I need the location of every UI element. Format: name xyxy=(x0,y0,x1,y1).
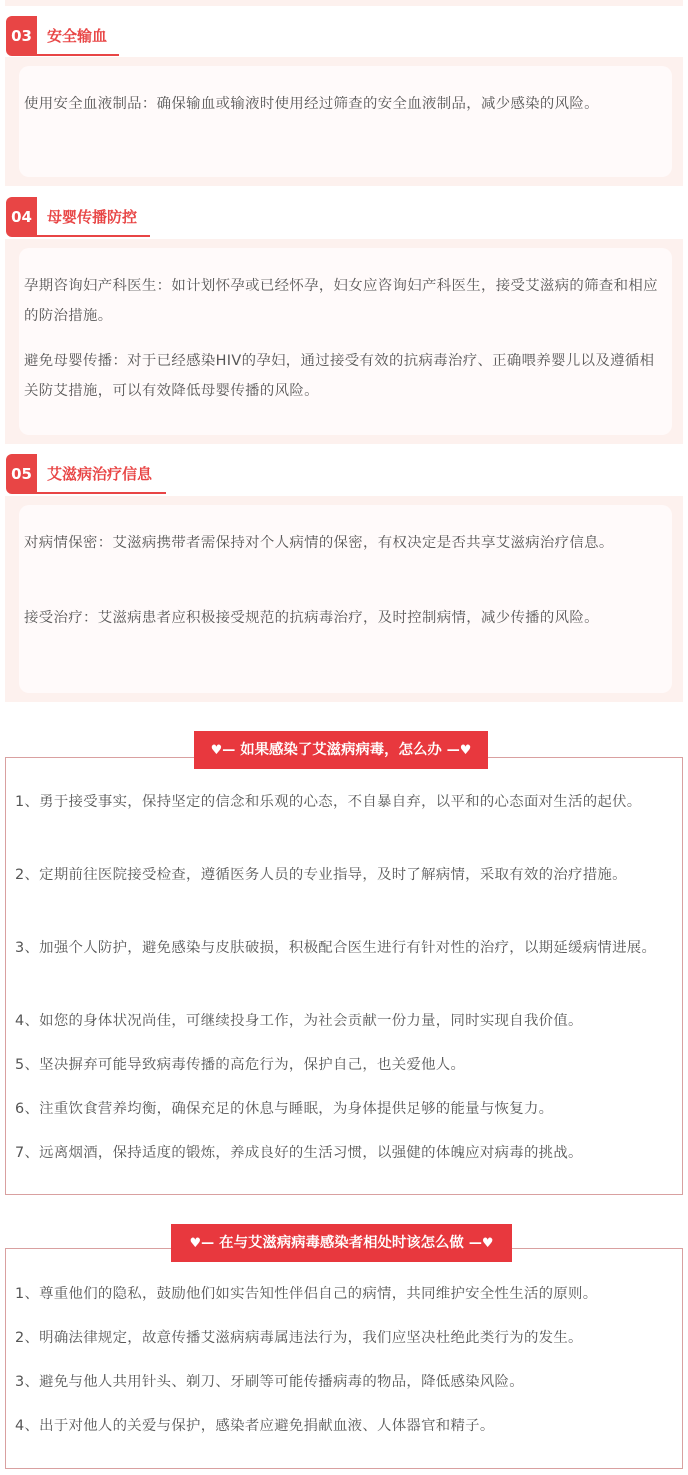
list-item: 3、加强个人防护，避免感染与皮肤破损，积极配合医生进行有针对性的治疗，以期延缓病情进展。 xyxy=(15,940,657,956)
heart-icon: —♥ xyxy=(468,1236,494,1251)
section-title: 母婴传播防控 xyxy=(47,208,138,226)
list-item: 6、注重饮食营养均衡，确保充足的休息与睡眠，为身体提供足够的能量与恢复力。 xyxy=(15,1101,554,1117)
infected-guidance-box xyxy=(5,757,683,1195)
cohabitation-guidance-title xyxy=(171,1224,512,1262)
list-item: 1、尊重他们的隐私，鼓励他们如实告知性伴侣自己的病情，共同维护安全性生活的原则。 xyxy=(15,1286,598,1302)
section-05-body xyxy=(5,496,683,702)
box-title: 如果感染了艾滋病病毒，怎么办 xyxy=(240,742,442,758)
title-underline xyxy=(37,492,166,494)
section-04-body xyxy=(5,239,683,444)
section-title: 安全输血 xyxy=(47,27,108,45)
heart-icon: —♥ xyxy=(446,743,472,758)
box-title: 在与艾滋病病毒感染者相处时该怎么做 xyxy=(219,1235,464,1251)
paragraph: 避免母婴传播：对于已经感染HIV的孕妇，通过接受有效的抗病毒治疗、正确喂养婴儿以及遵循相关防艾措施，可以有效降低母婴传播的风险。 xyxy=(24,353,655,399)
section-number: 03 xyxy=(6,16,37,56)
paragraph: 接受治疗：艾滋病患者应积极接受规范的抗病毒治疗，及时控制病情，减少传播的风险。 xyxy=(24,610,599,626)
list-item: 4、如您的身体状况尚佳，可继续投身工作，为社会贡献一份力量，同时实现自我价值。 xyxy=(15,1013,583,1029)
list-item: 7、远离烟酒，保持适度的锻炼，养成良好的生活习惯，以强健的体魄应对病毒的挑战。 xyxy=(15,1145,583,1161)
list-item: 5、坚决摒弃可能导致病毒传播的高危行为，保护自己，也关爱他人。 xyxy=(15,1057,466,1073)
section-number: 05 xyxy=(6,454,37,494)
list-item: 2、定期前往医院接受检查，遵循医务人员的专业指导，及时了解病情，采取有效的治疗措施。 xyxy=(15,867,627,883)
content-card xyxy=(19,66,672,177)
paragraph: 使用安全血液制品：确保输血或输液时使用经过筛查的安全血液制品，减少感染的风险。 xyxy=(24,96,599,112)
section-title: 艾滋病治疗信息 xyxy=(47,465,153,483)
title-underline xyxy=(37,54,119,56)
top-panel-edge xyxy=(5,0,683,6)
list-item: 1、勇于接受事实，保持坚定的信念和乐观的心态，不自暴自弃，以平和的心态面对生活的起伏。 xyxy=(15,794,642,810)
list-item: 2、明确法律规定，故意传播艾滋病病毒属违法行为，我们应坚决杜绝此类行为的发生。 xyxy=(15,1330,583,1346)
heart-icon: ♥— xyxy=(189,1236,215,1251)
infected-guidance-title xyxy=(194,731,488,769)
paragraph: 对病情保密：艾滋病携带者需保持对个人病情的保密，有权决定是否共享艾滋病治疗信息。 xyxy=(24,535,614,551)
list-item: 4、出于对他人的关爱与保护，感染者应避免捐献血液、人体器官和精子。 xyxy=(15,1418,495,1434)
title-underline xyxy=(37,235,150,237)
list-item: 3、避免与他人共用针头、剃刀、牙刷等可能传播病毒的物品，降低感染风险。 xyxy=(15,1374,524,1390)
heart-icon: ♥— xyxy=(210,743,236,758)
section-03-body xyxy=(5,57,683,186)
section-number: 04 xyxy=(6,197,37,237)
paragraph: 孕期咨询妇产科医生：如计划怀孕或已经怀孕，妇女应咨询妇产科医生，接受艾滋病的筛查和相应的防治措施。 xyxy=(24,278,658,324)
